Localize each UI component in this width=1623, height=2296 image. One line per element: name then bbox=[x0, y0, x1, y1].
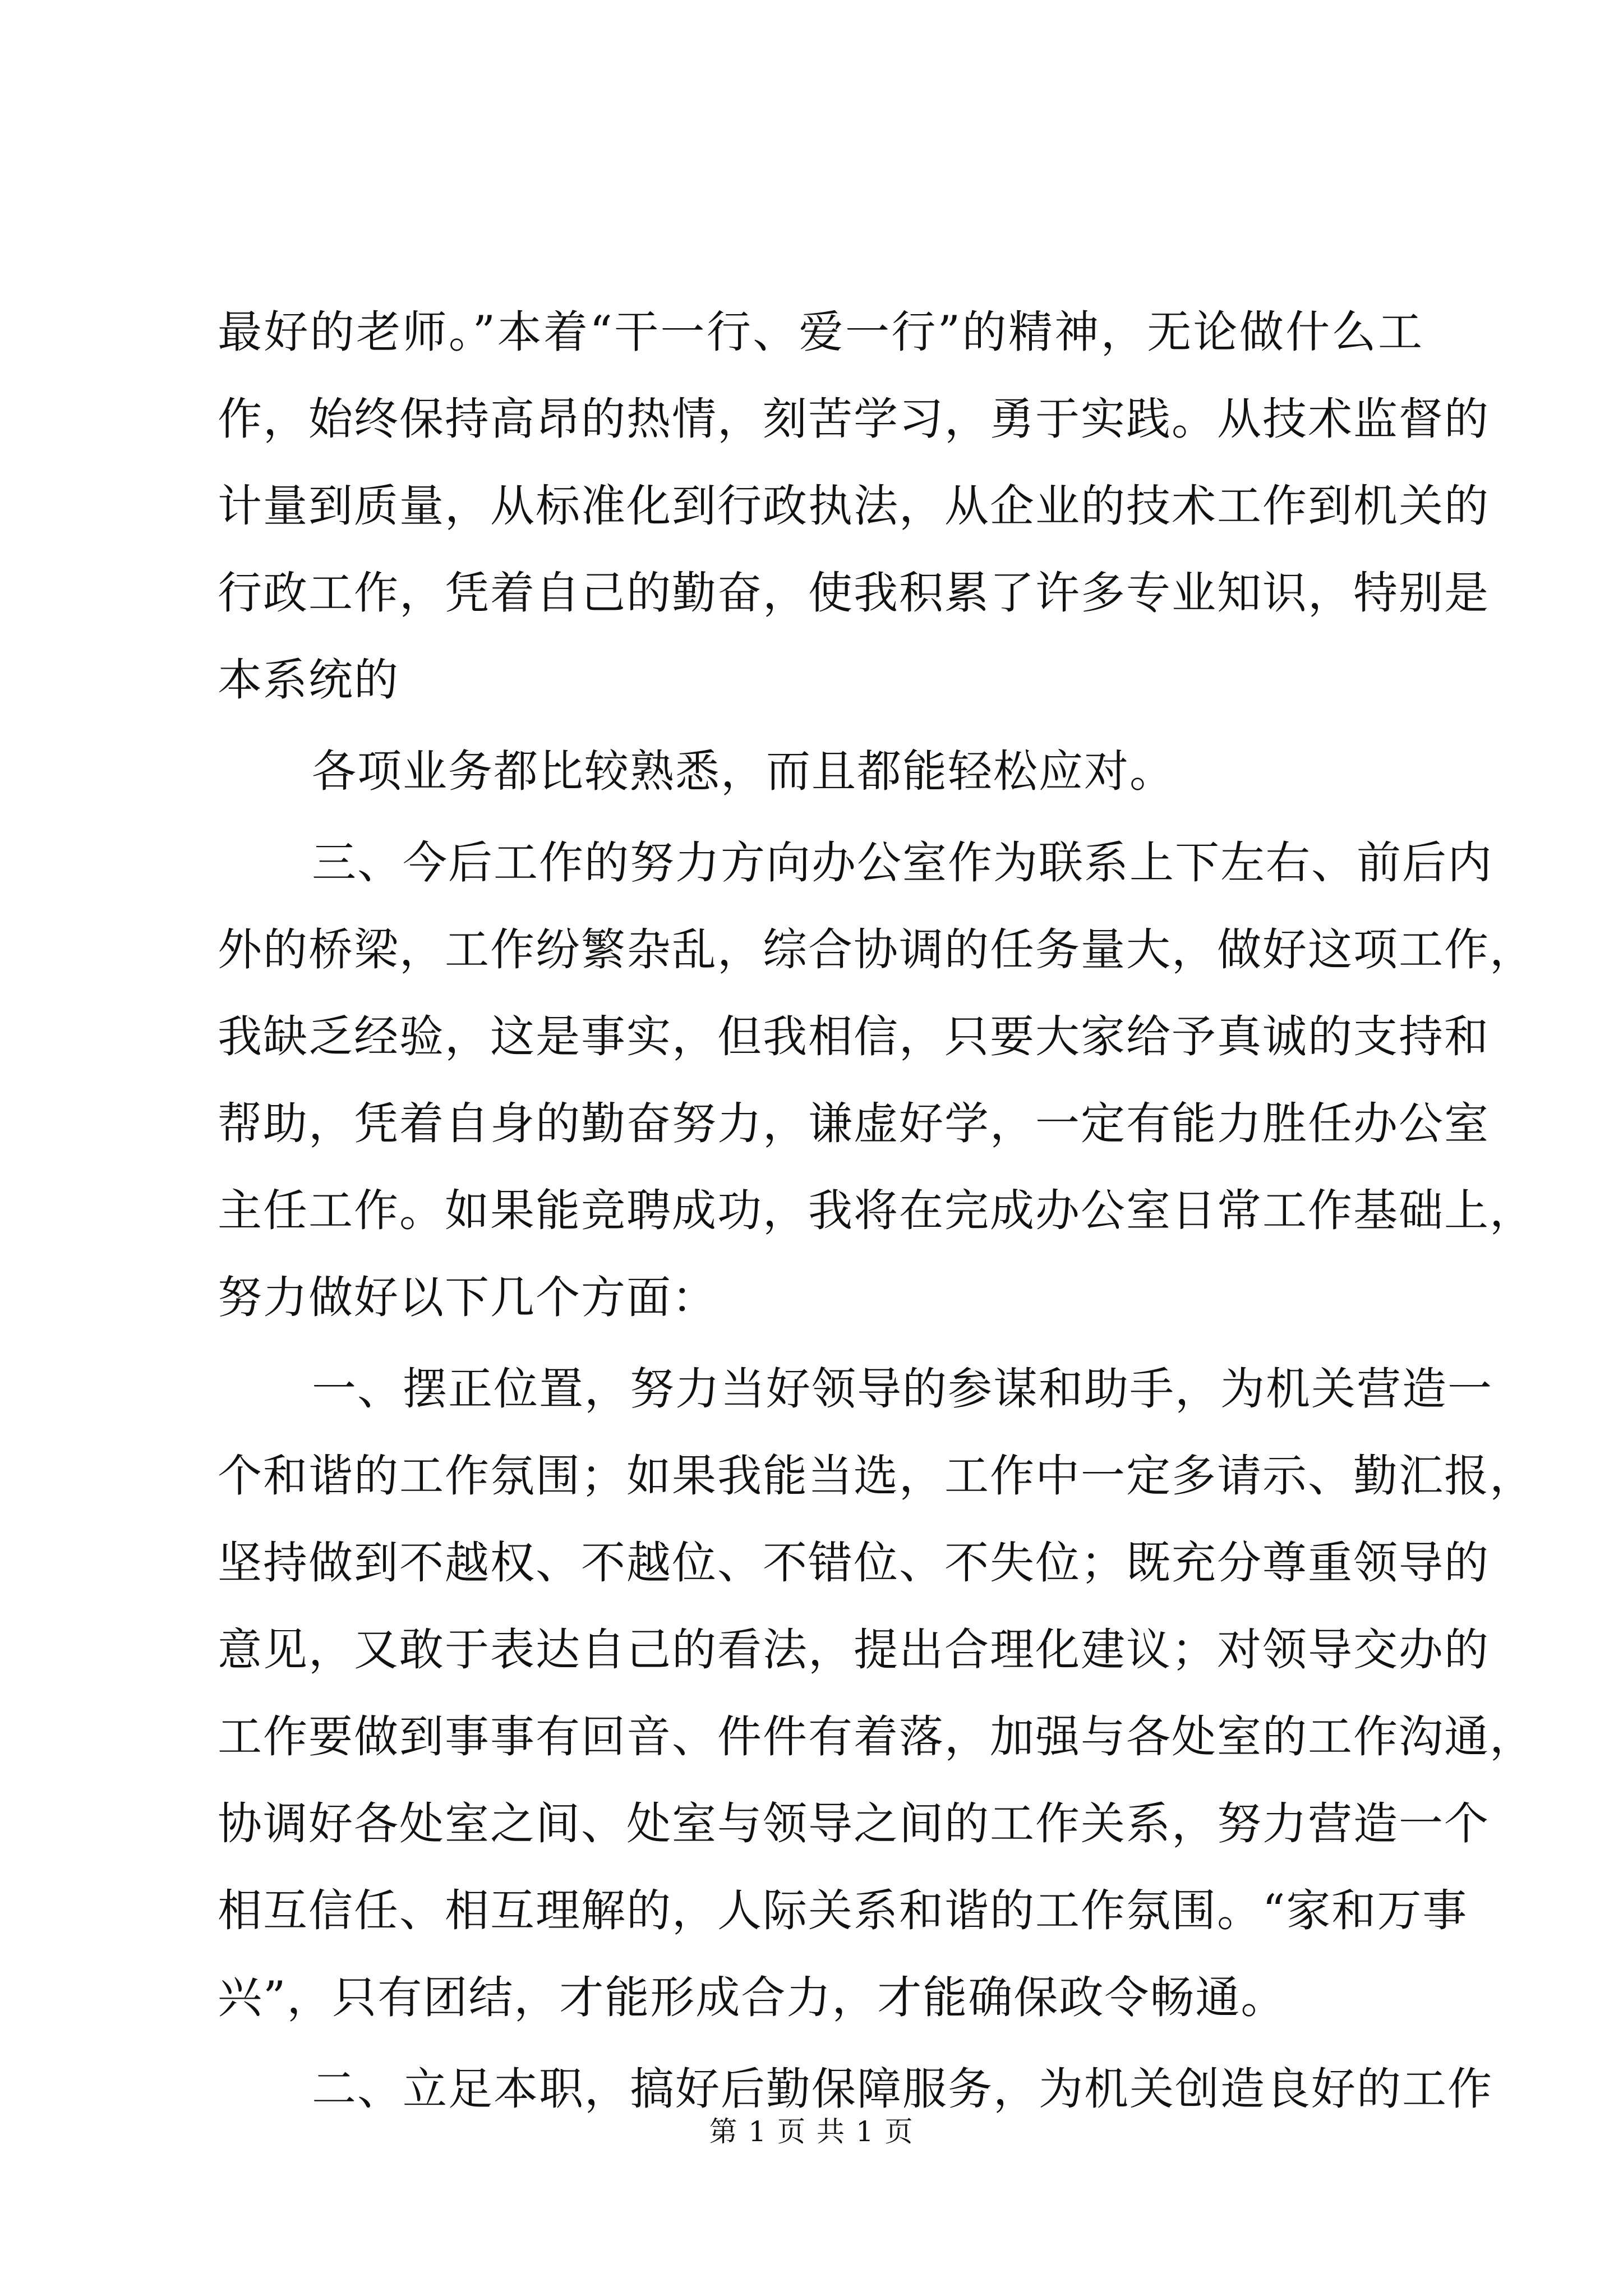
paragraph-start-line: 各项业务都比较熟悉，而且都能轻松应对。 bbox=[312, 746, 1175, 797]
page-number-footer: 第 1 页 共 1 页 bbox=[709, 2115, 914, 2148]
paragraph-start-line: 二、立足本职，搞好后勤保障服务，为机关创造良好的工作 bbox=[312, 2063, 1493, 2115]
paragraph-start-line: 三、今后工作的努力方向办公室作为联系上下左右、前后内 bbox=[312, 837, 1493, 889]
paragraph-start-line: 一、摆正位置，努力当好领导的参谋和助手，为机关营造一 bbox=[312, 1363, 1493, 1415]
text-line: 相互信任、相互理解的，人际关系和谐的工作氛围。“家和万事 bbox=[218, 1885, 1468, 1936]
text-line: 本系统的 bbox=[218, 654, 399, 706]
document-body bbox=[218, 289, 1535, 2133]
text-line: 外的桥梁，工作纷繁杂乱，综合协调的任务量大，做好这项工作， bbox=[218, 924, 1535, 976]
text-line: 努力做好以下几个方面： bbox=[218, 1272, 717, 1323]
text-line: 行政工作，凭着自己的勤奋，使我积累了许多专业知识，特别是 bbox=[218, 567, 1490, 619]
text-line: 主任工作。如果能竞聘成功，我将在完成办公室日常工作基础上， bbox=[218, 1185, 1535, 1236]
text-line: 个和谐的工作氛围；如果我能当选，工作中一定多请示、勤汇报， bbox=[218, 1450, 1535, 1502]
text-line: 我缺乏经验，这是事实，但我相信，只要大家给予真诚的支持和 bbox=[218, 1011, 1490, 1062]
text-line: 协调好各处室之间、处室与领导之间的工作关系，努力营造一个 bbox=[218, 1798, 1490, 1849]
text-line: 坚持做到不越权、不越位、不错位、不失位；既充分尊重领导的 bbox=[218, 1537, 1490, 1589]
text-line: 计量到质量，从标准化到行政执法，从企业的技术工作到机关的 bbox=[218, 480, 1490, 532]
text-line: 最好的老师。”本着“干一行、爱一行”的精神，无论做什么工 bbox=[218, 306, 1423, 358]
text-line: 意见，又敢于表达自己的看法，提出合理化建议；对领导交办的 bbox=[218, 1624, 1490, 1676]
text-line: 帮助，凭着自身的勤奋努力，谦虚好学，一定有能力胜任办公室 bbox=[218, 1098, 1490, 1149]
text-line: 工作要做到事事有回音、件件有着落，加强与各处室的工作沟通， bbox=[218, 1711, 1535, 1763]
text-line: 兴”，只有团结，才能形成合力，才能确保政令畅通。 bbox=[218, 1972, 1287, 2023]
text-line: 作，始终保持高昂的热情，刻苦学习，勇于实践。从技术监督的 bbox=[218, 393, 1490, 445]
